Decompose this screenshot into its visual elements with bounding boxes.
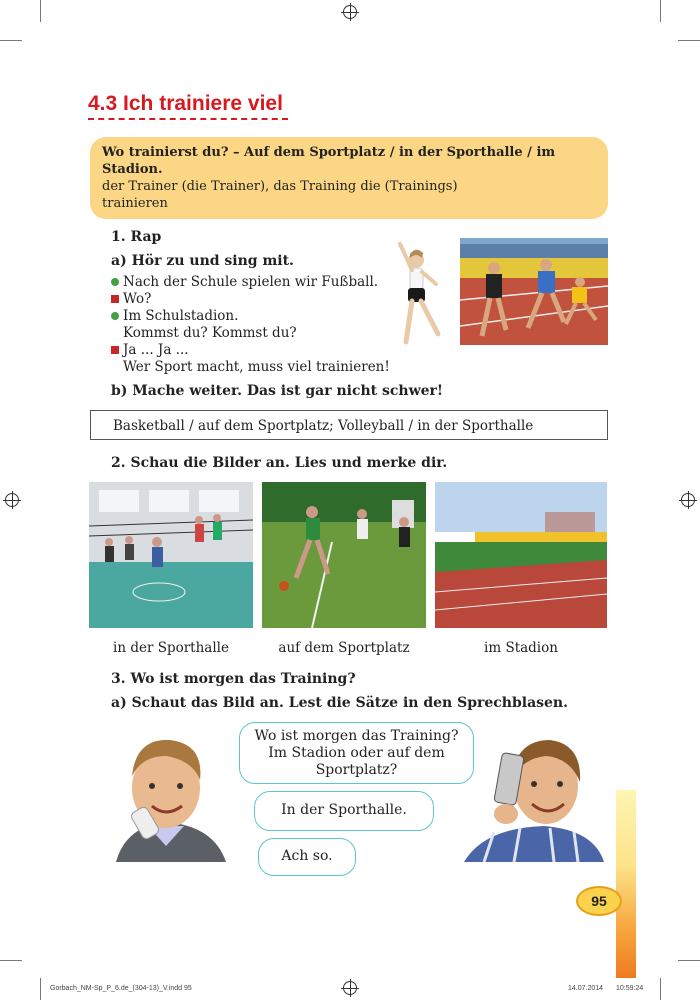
- rap-line: Kommst du? Kommst du?: [123, 325, 297, 341]
- bubble-line: Im Stadion oder auf dem: [268, 745, 445, 761]
- exercise-1b-heading: b) Mache weiter. Das ist gar nicht schwer!: [111, 383, 444, 399]
- crop-mark: [678, 960, 700, 961]
- speech-bubble-answer: In der Sporthalle.: [254, 791, 434, 831]
- rap-line: Im Schulstadion.: [111, 308, 238, 325]
- crop-mark: [0, 40, 22, 41]
- example-box: Basketball / auf dem Sportplatz; Volleyball / in der Sporthalle: [90, 410, 608, 440]
- bubble-line: Wo ist morgen das Training?: [254, 728, 459, 744]
- stadion-photo: [435, 482, 607, 628]
- footer-time: 10:59:24: [616, 985, 644, 992]
- red-bullet-icon: [111, 346, 119, 354]
- margin-color-strip: [616, 790, 636, 978]
- crop-mark: [660, 0, 661, 22]
- registration-mark-icon: [343, 981, 357, 995]
- red-bullet-icon: [111, 295, 119, 303]
- footer-filename: Gorbach_NM-Sp_P_6.de_(304-13)_V.indd 95: [50, 985, 192, 992]
- caption-stadion: im Stadion: [484, 640, 558, 656]
- title-underline: [88, 118, 288, 120]
- registration-mark-icon: [5, 493, 19, 507]
- exercise-1-heading: 1. Rap: [111, 229, 162, 245]
- caption-sportplatz: auf dem Sportplatz: [278, 640, 410, 656]
- green-bullet-icon: [111, 312, 119, 320]
- rap-line: Ja ... Ja ...: [111, 342, 189, 359]
- girl-jumping-image: [386, 238, 450, 350]
- boy-phone-left-photo: [96, 726, 242, 862]
- sporthalle-photo: [89, 482, 253, 628]
- exercise-1a-heading: a) Hör zu und sing mit.: [111, 253, 294, 269]
- vocab-line-1: Wo trainierst du? – Auf dem Sportplatz / in der Sporthalle / im Stadion.: [102, 145, 556, 177]
- speech-bubble-reply: Ach so.: [258, 838, 356, 876]
- vocabulary-box: [90, 137, 608, 219]
- registration-mark-icon: [343, 5, 357, 19]
- crop-mark: [40, 0, 41, 22]
- page-title: 4.3 Ich trainiere viel: [88, 92, 283, 115]
- crop-mark: [40, 978, 41, 1000]
- runners-photo: [460, 238, 608, 345]
- exercise-2-heading: 2. Schau die Bilder an. Lies und merke dir.: [111, 455, 448, 471]
- vocab-line-3: trainieren: [102, 196, 168, 211]
- sportplatz-photo: [262, 482, 426, 628]
- rap-line: Wo?: [111, 291, 151, 308]
- exercise-3-heading: 3. Wo ist morgen das Training?: [111, 671, 356, 687]
- crop-mark: [0, 960, 22, 961]
- registration-mark-icon: [681, 493, 695, 507]
- green-bullet-icon: [111, 278, 119, 286]
- rap-line: Wer Sport macht, muss viel trainieren!: [123, 359, 390, 375]
- footer-date: 14.07.2014: [568, 985, 604, 992]
- page-number: 95: [576, 886, 622, 916]
- bubble-line: Sportplatz?: [315, 762, 398, 778]
- vocab-line-2: der Trainer (die Trainer), das Training die (Trainings): [102, 179, 458, 194]
- crop-mark: [660, 978, 661, 1000]
- speech-bubble-question: [239, 722, 474, 784]
- rap-line: Nach der Schule spielen wir Fußball.: [111, 274, 378, 291]
- crop-mark: [678, 40, 700, 41]
- boy-phone-right-photo: [454, 732, 608, 862]
- exercise-3a-heading: a) Schaut das Bild an. Lest die Sätze in den Sprechblasen.: [111, 695, 568, 711]
- caption-sporthalle: in der Sporthalle: [113, 640, 229, 656]
